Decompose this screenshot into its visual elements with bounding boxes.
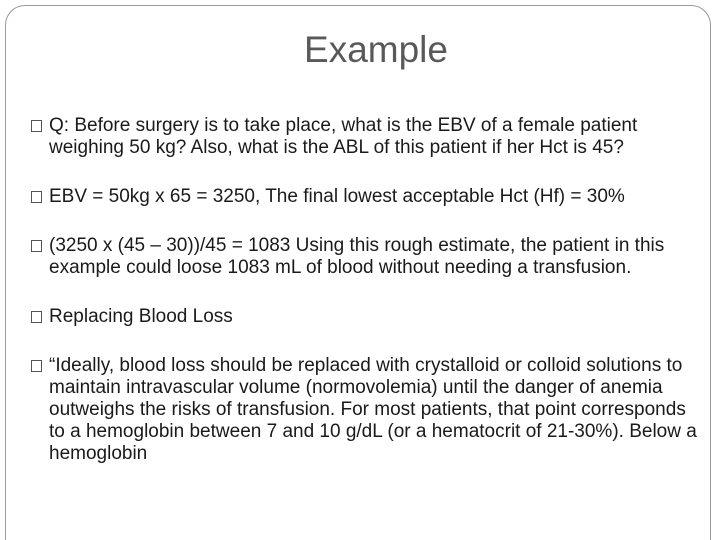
bullet-replacing-blood-loss bbox=[31, 306, 703, 328]
bullet-text: Replacing Blood Loss bbox=[49, 306, 233, 327]
bullet-box-icon bbox=[31, 311, 42, 323]
bullet-quote bbox=[31, 355, 703, 465]
bullet-text: (3250 x (45 – 30))/45 = 1083 Using this rough estimate, the patient in this example could loose 1083 mL of blood without needing a transfusion. bbox=[49, 235, 665, 278]
bullet-box-icon bbox=[31, 360, 42, 372]
bullet-list bbox=[31, 115, 703, 465]
bullet-question bbox=[31, 115, 703, 159]
bullet-calculation bbox=[31, 235, 703, 279]
bullet-text: “Ideally, blood loss should be replaced with crystalloid or colloid solutions to maintain intravascular volume (normovolemia) until the danger of anemia outweighs the risks of transfusion. For most patients, that point corresponds to a hemoglobin between 7 and 10 g/dL (or a hematocrit of 21-30%). Below a hemoglobin bbox=[49, 355, 697, 464]
bullet-ebv bbox=[31, 186, 703, 208]
slide-title: Example bbox=[304, 29, 448, 70]
bullet-text: EBV = 50kg x 65 = 3250, The final lowest acceptable Hct (Hf) = 30% bbox=[49, 186, 625, 207]
bullet-box-icon bbox=[31, 120, 42, 132]
bullet-box-icon bbox=[31, 191, 42, 203]
bullet-text: Q: Before surgery is to take place, what is the EBV of a female patient weighing 50 kg? Also, what is the ABL of this patient if her Hct is 45? bbox=[49, 115, 638, 158]
bullet-box-icon bbox=[31, 240, 42, 252]
